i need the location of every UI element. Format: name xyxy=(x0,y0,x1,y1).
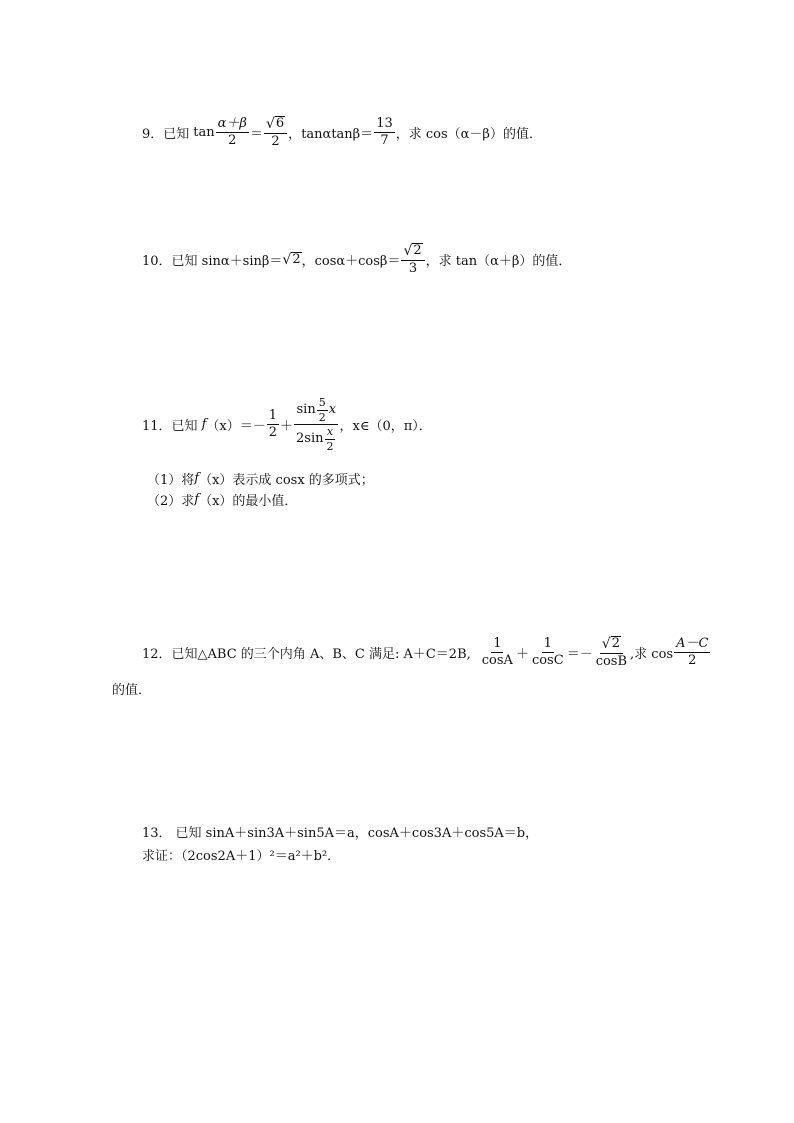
problem-11-sub-2: （2）求 f （x）的最小值． xyxy=(147,492,298,509)
problem-11-number: 11． xyxy=(142,419,172,435)
fraction-sqrt6-over-2: √ 6 2 xyxy=(264,116,287,149)
fraction-one-half: $\frac{1}{2}$ xyxy=(268,408,277,441)
problem-13-number: 13． xyxy=(142,826,172,841)
sqrt-2: √ 2 xyxy=(282,251,301,268)
problem-10: 10． 已知 sinα＋sinβ＝ √ 2 ，cosα＋cosβ＝ √ 2 3 ，求 tan（α＋β）的值． xyxy=(142,243,572,276)
problem-11-sub-1: （1）将 f （x）表示成 cosx 的多项式； xyxy=(147,471,374,488)
problem-11: 11． 已知 f （x）＝－ $\frac{1}{2}$ ＋ sin $\frac{5}{2}$ x 2sin $\frac{x}{2}$ ，x∈（0，π）． xyxy=(142,396,432,453)
fraction-1-over-cosC: $\frac{1}{\cos C}$ xyxy=(531,636,564,668)
problem-12: 12． 已知△ABC 的三个内角 A、B、C 满足: A＋C＝2B, $\frac{1}{\cos A}$ ＋ $\frac{1}{\cos C}$ ＝－ √ 2 cosB ,求 cos $\frac{A-C}{2}$ xyxy=(142,636,709,669)
problem-10-number: 10． xyxy=(142,253,172,269)
problem-9: 9． 已知 tan $\frac{\alpha+\beta}{2}$ ＝ √ 6 2 ， tanαtanβ＝ $\frac{13}{7}$ ，求 cos（α－β）的值． xyxy=(142,116,542,149)
problem-9-number: 9． xyxy=(142,126,164,142)
fraction-sqrt2-over-cosB: √ 2 cosB xyxy=(595,636,628,669)
fraction-sin-ratio: sin $\frac{5}{2}$ x 2sin $\frac{x}{2}$ xyxy=(296,396,337,453)
problem-13: 13． 已知 sinA＋sin3A＋sin5A＝a，cosA＋cos3A＋cos5A＝b， xyxy=(142,822,538,841)
fraction-A-minus-C-over-2: $\frac{A-C}{2}$ xyxy=(676,636,709,668)
problem-12-continuation: 的值． xyxy=(112,683,152,698)
fraction-sqrt2-over-3: √ 2 3 xyxy=(401,243,424,276)
fraction-1-over-cosA: $\frac{1}{\cos A}$ xyxy=(481,636,513,668)
fraction-13-over-7: $\frac{13}{7}$ xyxy=(376,116,393,148)
problem-12-number: 12． xyxy=(142,646,172,662)
problem-13-proof-statement: 求证：（2cos2A＋1）²＝a²＋b²． xyxy=(142,849,341,864)
fraction-alpha-plus-beta-over-2: $\frac{\alpha+\beta}{2}$ xyxy=(217,116,247,148)
